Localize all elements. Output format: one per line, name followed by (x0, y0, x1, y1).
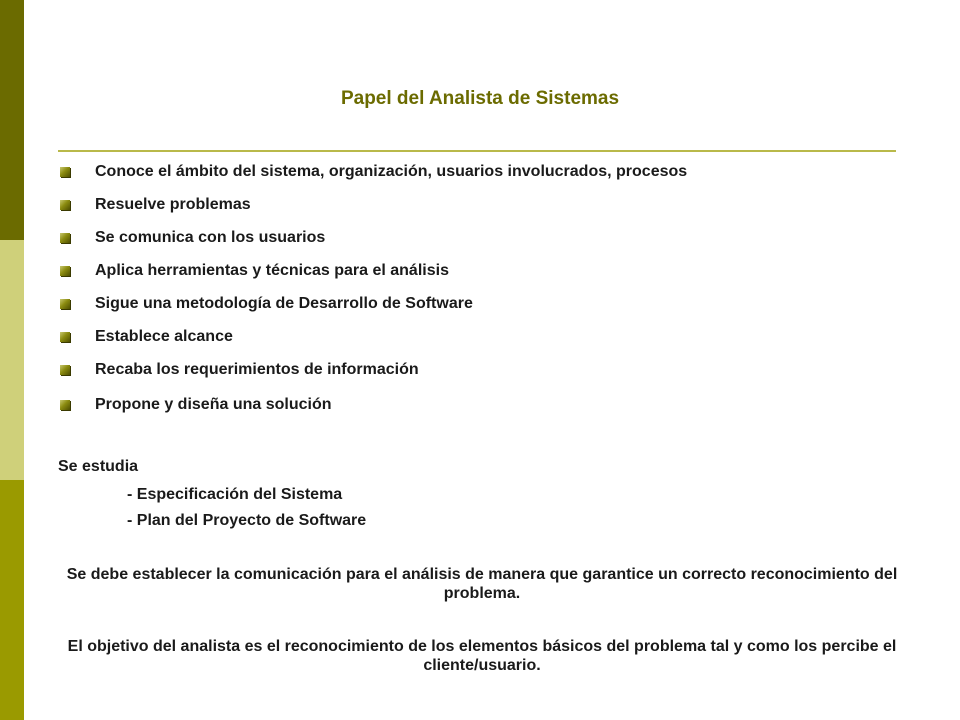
left-bar-segment-light (0, 240, 24, 480)
bullet-item (58, 389, 687, 425)
slide-title: Papel del Analista de Sistemas (340, 88, 620, 109)
bullet-text: Recaba los requerimientos de información (95, 361, 419, 378)
bullet-item (58, 290, 687, 323)
square-bullet-icon (60, 400, 70, 410)
left-bar-segment-dark (0, 0, 24, 240)
left-bar-segment-mid (0, 480, 24, 720)
bullet-text: Conoce el ámbito del sistema, organización, usuarios involucrados, procesos (95, 163, 688, 180)
bullet-text: Se comunica con los usuarios (95, 229, 326, 246)
bullet-text: Sigue una metodología de Desarrollo de Software (95, 295, 473, 312)
square-bullet-icon (60, 266, 70, 276)
study-item: - Plan del Proyecto de Software (127, 512, 367, 529)
bullet-item (58, 323, 687, 356)
bullet-text: Propone y diseña una solución (95, 396, 332, 413)
title-divider (58, 150, 896, 152)
bullet-item (58, 224, 687, 257)
bullet-item (58, 158, 687, 191)
bullet-list (58, 158, 687, 425)
bullet-item (58, 356, 687, 389)
bullet-item (58, 191, 687, 224)
bullet-text: Resuelve problemas (95, 196, 251, 213)
square-bullet-icon (60, 299, 70, 309)
communication-paragraph: Se debe establecer la comunicación para el análisis de manera que garantice un correcto reconocimiento del problema. (66, 566, 898, 602)
square-bullet-icon (60, 332, 70, 342)
bullet-item (58, 257, 687, 290)
square-bullet-icon (60, 233, 70, 243)
study-heading: Se estudia (58, 458, 139, 475)
square-bullet-icon (60, 167, 70, 177)
bullet-text: Establece alcance (95, 328, 233, 345)
square-bullet-icon (60, 365, 70, 375)
objective-paragraph: El objetivo del analista es el reconocimiento de los elementos básicos del problema tal y como los percibe el cliente/usuario. (67, 638, 897, 674)
study-item: - Especificación del Sistema (127, 486, 343, 503)
bullet-text: Aplica herramientas y técnicas para el análisis (95, 262, 449, 279)
square-bullet-icon (60, 200, 70, 210)
